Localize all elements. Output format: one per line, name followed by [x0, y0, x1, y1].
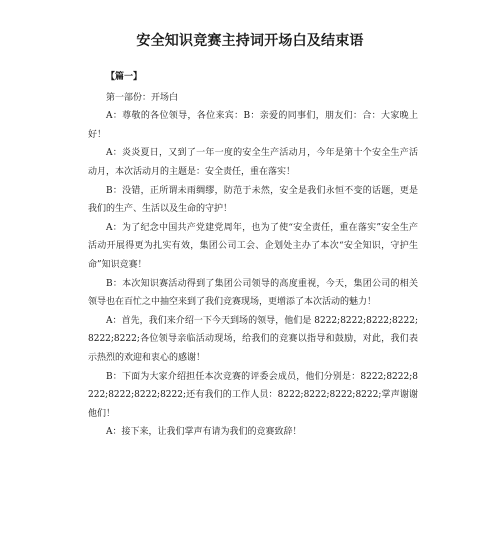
- paragraph: B：本次知识赛活动得到了集团公司领导的高度重视，今天，集团公司的相关领导也在百忙之中抽空来到了我们竞赛现场，更增添了本次活动的魅力！: [88, 278, 418, 308]
- paragraph: A：接下来，让我们掌声有请为我们的竞赛致辞！: [106, 427, 302, 438]
- paragraph: A：尊敬的各位领导，各位来宾：B：亲爱的同事们，朋友们：合：大家晚上好！: [88, 111, 418, 140]
- paragraph: B：下面为大家介绍担任本次竞赛的评委会成员，他们分别是：8222;8222;8222;8222;8222;8222;还有我们的工作人员：8222;8222;8222;8222;掌声谢谢他们！: [88, 371, 418, 419]
- paragraph: 第一部份：开场白: [106, 92, 179, 103]
- paragraph: A：首先，我们来介绍一下今天到场的领导，他们是 8222;8222;8222;8222;8222;8222;各位领导亲临活动现场，给我们的竞赛以指导和鼓励，对此，我们表示热烈的欢迎和衷心的感谢！: [88, 315, 418, 363]
- document-title: 安全知识竞赛主持词开场白及结束语: [136, 33, 364, 49]
- document-body: [88, 68, 418, 442]
- paragraph: A：炎炎夏日，又到了一年一度的安全生产活动月，今年是第十个安全生产活动月，本次活动月的主题是：安全责任，重在落实！: [88, 148, 418, 177]
- section-heading: 【篇一】: [106, 72, 143, 82]
- paragraph: B：没错，正所谓未雨绸缪，防范于未然，安全是我们永恒不变的话题，更是我们的生产、生活以及生命的守护！: [88, 185, 418, 215]
- paragraph: A：为了纪念中国共产党建党周年，也为了使“安全责任，重在落实”安全生产活动开展得更为扎实有效，集团公司工会、企划处主办了本次“安全知识，守护生命”知识竞赛！: [88, 222, 418, 270]
